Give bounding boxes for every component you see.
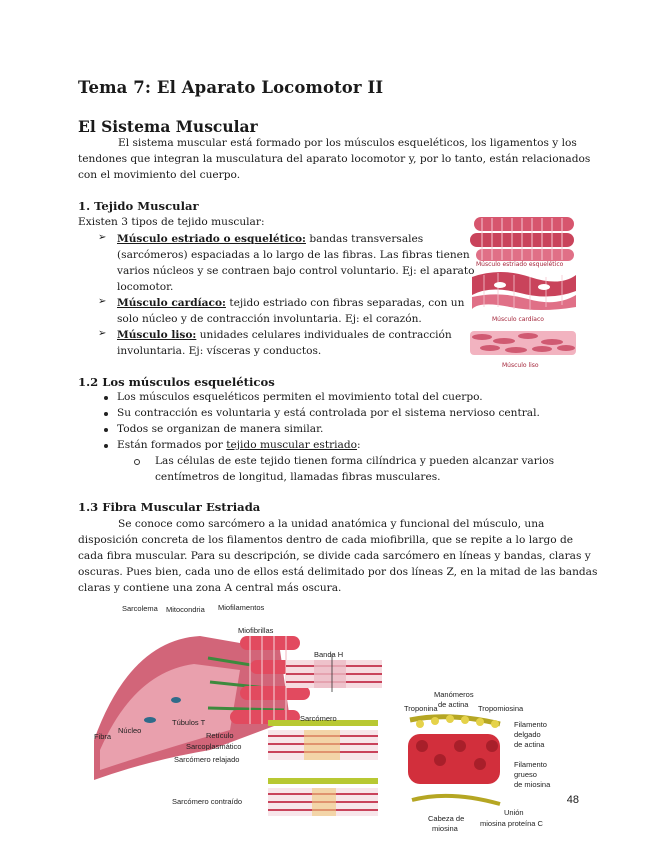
tejido-link[interactable]: tejido muscular estriado xyxy=(226,439,358,451)
fibra-line: disposición concreta de los filamentos dentro de cada miofibrilla, que se repite a lo largo de xyxy=(78,534,574,546)
label-delgado: delgado xyxy=(514,730,541,739)
fibra-line: oscuras. Pues bien, cada uno de ellos está delimitado por dos líneas Z, en la mitad de las bandas xyxy=(78,566,598,578)
item-line: locomotor. xyxy=(117,281,174,293)
bullet-text xyxy=(117,437,361,453)
label-mitocondria: Mitocondria xyxy=(166,605,205,614)
item-line: (sarcómeros) espaciadas a lo largo de las fibras. Las fibras tienen xyxy=(117,249,470,261)
filament-detail xyxy=(408,715,500,804)
skeletal-muscle-image xyxy=(470,217,574,261)
item-liso xyxy=(117,327,452,343)
arrow-bullet-icon: ➢ xyxy=(98,232,107,243)
arrow-bullet-icon: ➢ xyxy=(98,328,107,339)
subheading-tejido: 1. Tejido Muscular xyxy=(78,199,199,213)
label-cabeza: Cabeza de xyxy=(428,814,465,823)
item-cardiaco xyxy=(117,295,464,311)
item-line: solo núcleo y de contracción involuntaria. Ej: el corazón. xyxy=(117,313,422,325)
bullet-icon xyxy=(104,428,108,432)
label-de-miosina: de miosina xyxy=(514,780,551,789)
item-text: bandas transversales xyxy=(309,233,424,245)
bullet-text: Todos se organizan de manera similar. xyxy=(117,423,324,435)
smooth-muscle-image xyxy=(470,331,576,355)
page-title: Tema 7: El Aparato Locomotor II xyxy=(78,78,384,97)
caption-cardiac: Músculo cardíaco xyxy=(492,316,544,323)
item-text: tejido estriado con fibras separadas, con un xyxy=(229,297,465,309)
subheading-fibra: 1.3 Fibra Muscular Estriada xyxy=(78,500,261,514)
intro-line: tendones que integran la musculatura del aparato locomotor y, por lo tanto, están relacionados xyxy=(78,153,591,165)
item-estriado xyxy=(117,231,423,247)
fibra-line: Se conoce como sarcómero a la unidad anatómica y funcional del músculo, una xyxy=(118,518,545,530)
cardiac-muscle-image xyxy=(472,272,576,310)
muscle-types-figure xyxy=(470,215,580,375)
bullet-icon xyxy=(104,412,108,416)
item-line: involuntaria. Ej: vísceras y conductos. xyxy=(117,345,322,357)
term: Músculo liso: xyxy=(117,329,197,341)
tejido-lead: Existen 3 tipos de tejido muscular: xyxy=(78,216,265,228)
label-grueso: grueso xyxy=(514,770,537,779)
label-troponina: Troponina xyxy=(404,704,438,713)
bullet-text: Los músculos esqueléticos permiten el movimiento total del cuerpo. xyxy=(117,391,483,403)
label-de-actina: de actina xyxy=(438,700,469,709)
b4-prefix: Están formados por xyxy=(117,439,227,451)
bullet-text: Su contracción es voluntaria y está controlada por el sistema nervioso central. xyxy=(117,407,540,419)
label-nucleo: Núcleo xyxy=(118,726,142,735)
label-sarcolema: Sarcolema xyxy=(122,604,158,613)
fibra-line: cada fibra muscular. Para su descripción, se divide cada sarcómero en líneas y bandas, claras y xyxy=(78,550,591,562)
label-miofilamentos: Miofilamentos xyxy=(218,603,265,612)
label-tropomiosina: Tropomiosina xyxy=(478,704,524,713)
label-filamento-delgado: Filamento xyxy=(514,720,547,729)
label-sarcomero-contraido: Sarcómero contraído xyxy=(172,797,243,806)
label-sarcoplasmatico: Sarcoplasmático xyxy=(186,742,242,751)
label-sarcomero-relajado: Sarcómero relajado xyxy=(174,755,240,764)
arrow-bullet-icon: ➢ xyxy=(98,296,107,307)
term: Músculo estriado o esquelético: xyxy=(117,233,306,245)
b4-suffix: : xyxy=(357,439,361,451)
section-heading: El Sistema Muscular xyxy=(78,117,258,136)
label-union: Unión xyxy=(504,808,524,817)
band-zoom xyxy=(286,654,382,692)
sarcomere-contracted xyxy=(268,778,378,816)
label-miosina: miosina xyxy=(432,824,458,833)
bullet-icon xyxy=(104,444,108,448)
label-de-actina-2: de actina xyxy=(514,740,545,749)
caption-smooth: Músculo liso xyxy=(502,362,539,369)
intro-line: con el movimiento del cuerpo. xyxy=(78,169,241,181)
term: Músculo cardíaco: xyxy=(117,297,226,309)
sub-bullet-text: Las células de este tejido tienen forma cilíndrica y pueden alcanzar varios xyxy=(155,455,555,467)
label-proteina-c: miosina proteína C xyxy=(480,819,543,828)
label-banda-h: Banda H xyxy=(314,650,344,659)
intro-line: El sistema muscular está formado por los músculos esqueléticos, los ligamentos y los xyxy=(118,137,577,149)
bullet-icon xyxy=(104,396,108,400)
label-fibra: Fibra xyxy=(94,732,112,741)
item-text: unidades celulares individuales de contracción xyxy=(199,329,452,341)
sub-bullet-text: centímetros de longitud, llamadas fibras musculares. xyxy=(155,471,441,483)
item-line: varios núcleos y se contraen bajo control voluntario. Ej: el aparato xyxy=(117,265,475,277)
label-filamento-grueso: Filamento xyxy=(514,760,547,769)
label-sarcomero: Sarcómero xyxy=(300,714,337,723)
subheading-esqueleticos: 1.2 Los músculos esqueléticos xyxy=(78,375,275,389)
label-monomeros: Manómeros xyxy=(434,690,474,699)
caption-skeletal: Músculo estriado esquelético xyxy=(476,261,564,268)
label-tubulos: Túbulos T xyxy=(172,718,206,727)
page-number: 48 xyxy=(566,794,579,806)
label-miofibrillas: Miofibrillas xyxy=(238,626,274,635)
sub-bullet-icon xyxy=(134,459,140,465)
fibra-line: claras y contiene una zona A central más oscura. xyxy=(78,582,342,594)
label-reticulo: Retículo xyxy=(206,731,234,740)
sarcomere-relaxed xyxy=(268,720,378,760)
